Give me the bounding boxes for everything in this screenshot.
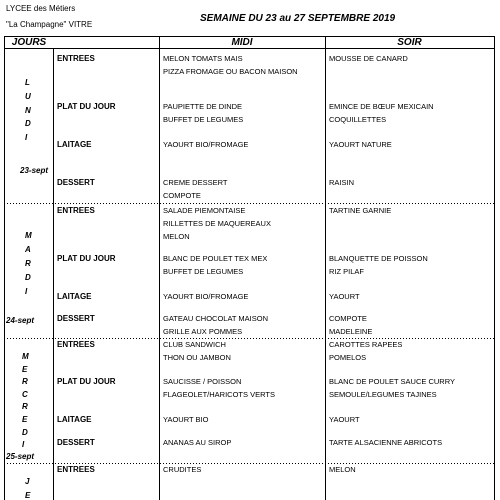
midi-item: BLANC DE POULET TEX MEX: [163, 254, 268, 263]
midi-item: CLUB SANDWICH: [163, 340, 226, 349]
day-letter: I: [25, 133, 28, 142]
soir-item: POMELOS: [329, 353, 367, 362]
midi-item: GATEAU CHOCOLAT MAISON: [163, 314, 269, 323]
day-letter: M: [22, 352, 29, 361]
category-label: PLAT DU JOUR: [57, 377, 116, 386]
soir-item: CAROTTES RAPEES: [329, 340, 403, 349]
day-letter: E: [25, 491, 31, 500]
day-letter: J: [25, 477, 30, 486]
midi-item: BUFFET DE LEGUMES: [163, 267, 244, 276]
midi-item: GRILLE AUX POMMES: [163, 327, 243, 336]
category-label: DESSERT: [57, 178, 95, 187]
soir-item: BLANC DE POULET SAUCE CURRY: [329, 377, 456, 386]
category-label: ENTREES: [57, 206, 95, 215]
category-label: LAITAGE: [57, 415, 92, 424]
midi-item: YAOURT BIO/FROMAGE: [163, 292, 249, 301]
column-header-jours: JOURS: [11, 37, 47, 48]
day-letter: I: [25, 287, 28, 296]
day-letter: A: [25, 245, 31, 254]
midi-item: PAUPIETTE DE DINDE: [163, 102, 243, 111]
category-label: DESSERT: [57, 438, 95, 447]
midi-item: SAUCISSE / POISSON: [163, 377, 242, 386]
soir-item: SEMOULE/LEGUMES TAJINES: [329, 390, 437, 399]
soir-item: RIZ PILAF: [329, 267, 365, 276]
midi-item: FLAGEOLET/HARICOTS VERTS: [163, 390, 275, 399]
day-letter: D: [25, 119, 31, 128]
day-letter: D: [25, 273, 31, 282]
day-letter: C: [22, 390, 28, 399]
day-letter: R: [25, 259, 31, 268]
midi-item: YAOURT BIO/FROMAGE: [163, 140, 249, 149]
category-label: ENTREES: [57, 54, 95, 63]
day-letter: L: [25, 78, 30, 87]
midi-item: CRUDITES: [163, 465, 202, 474]
midi-item: RILLETTES DE MAQUEREAUX: [163, 219, 271, 228]
midi-item: THON OU JAMBON: [163, 353, 231, 362]
week-title: SEMAINE DU 23 au 27 SEPTEMBRE 2019: [200, 13, 396, 24]
day-date: 24-sept: [6, 316, 35, 325]
midi-item: ANANAS AU SIROP: [163, 438, 232, 447]
soir-item: EMINCE DE BŒUF MEXICAIN: [329, 102, 434, 111]
midi-item: CREME DESSERT: [163, 178, 228, 187]
day-letter: D: [22, 428, 28, 437]
day-date: 25-sept: [6, 452, 35, 461]
day-letter: E: [22, 415, 28, 424]
soir-item: TARTE ALSACIENNE ABRICOTS: [329, 438, 443, 447]
category-label: ENTREES: [57, 340, 95, 349]
category-label: PLAT DU JOUR: [57, 254, 116, 263]
soir-item: RAISIN: [329, 178, 355, 187]
soir-item: BLANQUETTE DE POISSON: [329, 254, 428, 263]
midi-item: BUFFET DE LEGUMES: [163, 115, 244, 124]
day-letter: R: [22, 377, 28, 386]
category-label: LAITAGE: [57, 292, 92, 301]
soir-item: YAOURT NATURE: [329, 140, 392, 149]
day-letter: R: [22, 402, 28, 411]
category-label: LAITAGE: [57, 140, 92, 149]
day-date: 23-sept: [20, 166, 49, 175]
school-name: LYCEE des Métiers: [6, 4, 76, 13]
soir-item: YAOURT: [329, 292, 360, 301]
school-location: "La Champagne" VITRE: [6, 20, 93, 29]
column-header-soir: SOIR: [397, 37, 422, 48]
category-label: PLAT DU JOUR: [57, 102, 116, 111]
soir-item: TARTINE GARNIE: [329, 206, 392, 215]
soir-item: COQUILLETTES: [329, 115, 387, 124]
midi-item: PIZZA FROMAGE OU BACON MAISON: [163, 67, 298, 76]
category-label: DESSERT: [57, 314, 95, 323]
day-letter: U: [25, 92, 31, 101]
midi-item: MELON TOMATS MAIS: [163, 54, 243, 63]
midi-item: MELON: [163, 232, 190, 241]
soir-item: MELON: [329, 465, 356, 474]
soir-item: MADELEINE: [329, 327, 373, 336]
midi-item: COMPOTE: [163, 191, 201, 200]
day-letter: I: [22, 440, 25, 449]
soir-item: MOUSSE DE CANARD: [329, 54, 408, 63]
category-label: ENTREES: [57, 465, 95, 474]
column-header-midi: MIDI: [231, 37, 253, 48]
day-letter: M: [25, 231, 32, 240]
day-letter: E: [22, 365, 28, 374]
soir-item: YAOURT: [329, 415, 360, 424]
midi-item: YAOURT BIO: [163, 415, 209, 424]
day-letter: N: [25, 106, 31, 115]
soir-item: COMPOTE: [329, 314, 367, 323]
midi-item: SALADE PIEMONTAISE: [163, 206, 246, 215]
